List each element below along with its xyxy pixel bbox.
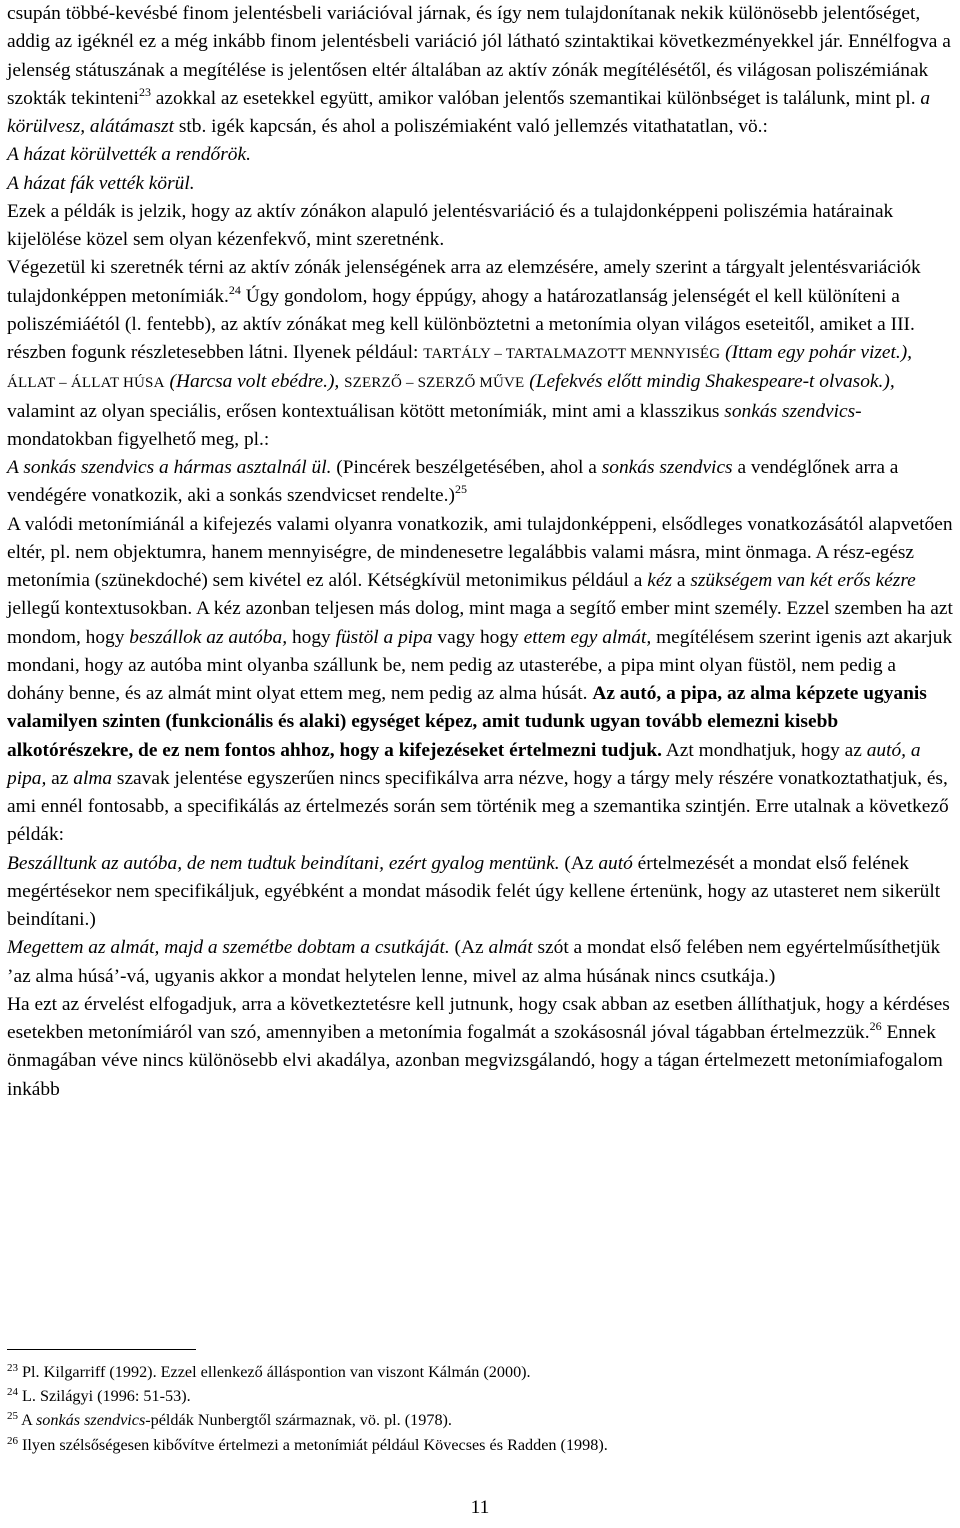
paragraph xyxy=(7,0,953,141)
paragraph-segment: a xyxy=(672,570,691,591)
paragraph-segment: csupán többé-kevésbé finom jelentésbeli variációval járnak, és így nem tulajdonítanak nekik különösebb jelentőséget, addig az igéknél ez a még inkább finom jelentésbeli variáció jól látható szintaktikai következményekkel jár. Ennélfogva a jelenség státuszának a megítélése is jelentősen eltér általában az aktív zónák megítélésétől, és világosan poliszémiának szokták tekinteni xyxy=(7,3,951,109)
footnote-ref: 24 xyxy=(228,282,241,297)
paragraph-segment: A házat körülvették a rendőrök. xyxy=(7,144,251,166)
footnote xyxy=(7,1433,953,1457)
paragraph-segment: jellegű kontextusokban. A kéz azonban teljesen más dolog, mint maga a segítő ember mint személy. Ezzel szemben ha azt mondom, hogy xyxy=(7,598,953,648)
paragraph-segment: füstöl a pipa xyxy=(335,626,433,648)
footnote-number: 24 xyxy=(7,1386,18,1399)
footnote xyxy=(7,1360,953,1384)
page-number: 11 xyxy=(470,1497,490,1518)
document-page xyxy=(7,0,953,1104)
paragraph xyxy=(7,141,953,169)
paragraph-segment: szót a mondat első felében nem egyértelműsíthetjük ’az alma húsá’-vá, ugyanis akkor a mondat helytelen lenne, mivel az alma húsának nincs csutkája.) xyxy=(7,937,941,987)
paragraph-segment: autó, a pipa, xyxy=(7,739,921,789)
footnote-number: 25 xyxy=(7,1410,18,1423)
paragraph-segment: Azt mondhatjuk, hogy az xyxy=(662,739,867,761)
paragraph-segment: ÁLLAT – ÁLLAT HÚSA xyxy=(7,375,165,392)
footnote-number: 26 xyxy=(7,1434,18,1447)
paragraph-segment: (Ittam egy pohár vizet.), xyxy=(720,342,913,363)
paragraph-segment: ettem egy almát, xyxy=(523,626,652,648)
paragraph-segment: kéz xyxy=(647,570,673,591)
paragraph-segment: (Lefekvés előtt mindig Shakespeare-t olvasok.), xyxy=(524,371,895,393)
paragraph-segment: megítélésem szerint igenis azt akarjuk mondani, hogy az autóba mint olyanba szállunk be, nem pedig az utasterébe, a pipa mint olyan füstöl, nem pedig a dohány benne, és az almát mint olyat ettem meg, nem pedig az alma húsát. xyxy=(7,626,953,704)
paragraph-segment: Végezetül ki szeretnék térni az aktív zónák jelenségének arra az elemzésére, amely szerint a tárgyalt jelentésvariációk tulajdonképpen metonímiák. xyxy=(7,257,921,307)
paragraph-segment: vagy hogy xyxy=(432,626,524,648)
paragraph-segment: Beszálltunk az autóba, de nem tudtuk beindítani, ezért gyalog mentünk. xyxy=(7,852,560,874)
paragraph-segment: (Az xyxy=(559,852,599,874)
paragraph-segment: stb. igék kapcsán, és ahol a poliszémiaként való jellemzés vitathatatlan, vö.: xyxy=(173,116,768,137)
footnote-segment: -példák Nunbergtől származnak, vö. pl. (1978). xyxy=(145,1411,452,1430)
paragraph-segment: TARTÁLY – TARTALMAZOTT MENNYISÉG xyxy=(423,346,721,362)
paragraph-segment: alma xyxy=(73,767,113,789)
footnote-segment: A xyxy=(18,1411,36,1430)
footnotes xyxy=(7,1360,953,1457)
paragraph xyxy=(7,934,953,991)
paragraph xyxy=(7,850,953,935)
paragraph xyxy=(7,511,953,850)
paragraph xyxy=(7,170,953,198)
paragraph xyxy=(7,454,953,511)
paragraph-segment: értelmezését a mondat első felének megértésekor nem specifikáljuk, egyébként a mondat második felét úgy kellene értenünk, hogy az utasteret nem sikerült beindítani.) xyxy=(7,852,941,930)
paragraph-segment: sonkás szendvics xyxy=(601,457,733,478)
paragraph-segment: beszállok az autóba, xyxy=(129,626,288,648)
paragraph-segment: szavak jelentése egyszerűen nincs specifikálva arra nézve, hogy a tárgy mely részére vonatkoztathatjuk, és, ami ennél fontosabb, a specifikálás az értelmezés során sem történik meg a szemantika szintjén. Erre utalnak a következő példák: xyxy=(7,767,949,846)
paragraph-segment: Ennek önmagában véve nincs különösebb elvi akadálya, azonban megvizsgálandó, hogy a tágan értelmezett metonímiafogalom inkább xyxy=(7,1022,943,1100)
paragraph-segment: azokkal az esetekkel együtt, amikor valóban jelentős szemantikai különbséget is találunk, mint pl. xyxy=(150,87,921,109)
footnote xyxy=(7,1384,953,1408)
footnote-ref: 26 xyxy=(869,1019,882,1033)
footnote-segment: Ilyen szélsőségesen kibővítve értelmezi a metonímiát például Kövecses és Radden (1998). xyxy=(18,1435,608,1454)
paragraph-segment: az xyxy=(46,767,74,789)
footnote xyxy=(7,1408,953,1432)
paragraph-segment: (Az xyxy=(449,937,489,959)
footnote-segment: sonkás szendvics xyxy=(36,1411,146,1430)
paragraph-segment: Megettem az almát, majd a szemétbe dobtam a csutkáját. xyxy=(7,937,450,959)
paragraph-segment: A házat fák vették körül. xyxy=(7,172,195,194)
paragraph xyxy=(7,991,953,1104)
paragraph-segment: a körülvesz, alátámaszt xyxy=(7,87,931,137)
paragraph-segment: Ezek a példák is jelzik, hogy az aktív zónákon alapuló jelentésvariáció és a tulajdonképpeni poliszémia határainak kijelölése közel sem olyan kézenfekvő, mint szeretnénk. xyxy=(7,200,894,250)
body-text xyxy=(7,0,953,1104)
paragraph-segment: Úgy gondolom, hogy éppúgy, ahogy a határozatlanság jelenségét el kell különíteni a poliszémiáétól (l. fentebb), az aktív zónákat meg kell különböztetni a metonímia olyan világos eseteitől, amiket a III. részben fogunk részletesebben látni. Ilyenek például: xyxy=(7,285,915,363)
footnote-separator xyxy=(7,1349,196,1350)
paragraph-segment: (Pincérek beszélgetésében, ahol a xyxy=(331,457,602,478)
paragraph-segment: hogy xyxy=(287,626,336,648)
paragraph xyxy=(7,254,953,454)
paragraph-segment: sonkás szendvics xyxy=(724,400,856,422)
paragraph-segment: A sonkás szendvics a hármas asztalnál ül. xyxy=(7,457,332,478)
paragraph-segment: szükségem van két erős kézre xyxy=(690,570,916,591)
paragraph-segment: almát xyxy=(488,937,533,959)
paragraph-segment: A valódi metonímiánál a kifejezés valami olyanra vonatkozik, ami tulajdonképpeni, elsődleges vonatkozásától alapvetően eltér, pl. nem objektumra, hanem mennyiségre, de mindenesetre legalábbis valami másra, mint önmaga. A rész-egész metonímia (szünekdoché) sem kivétel ez alól. Kétségkívül metonimikus például a xyxy=(7,513,953,591)
paragraph-segment: -mondatokban figyelhető meg, pl.: xyxy=(7,400,862,450)
footnote-number: 23 xyxy=(7,1362,18,1374)
footnote-segment: L. Szilágyi (1996: 51-53). xyxy=(18,1387,191,1406)
paragraph-segment: Az autó, a pipa, az alma képzete ugyanis valamilyen szinten (funkcionális és alaki) egységet képez, amit tudunk ugyan tovább elemezni kisebb alkotórészekre, de ez nem fontos ahhoz, hogy a kifejezéseket értelmezni tudjuk. xyxy=(7,683,927,761)
footnote-ref: 25 xyxy=(454,482,467,497)
footnote-segment: Pl. Kilgarriff (1992). Ezzel ellenkező álláspontion van viszont Kálmán (2000). xyxy=(18,1363,531,1381)
paragraph-segment: a vendéglőnek arra a vendégére vonatkozik, aki a sonkás szendvicset rendelte.) xyxy=(7,457,899,507)
paragraph-segment: SZERZŐ – SZERZŐ MŰVE xyxy=(344,375,525,392)
footnote-ref: 23 xyxy=(138,84,151,99)
paragraph-segment: (Harcsa volt ebédre.), xyxy=(164,371,340,393)
paragraph-segment: autó xyxy=(598,852,633,874)
paragraph-segment: Ha ezt az érvelést elfogadjuk, arra a következtetésre kell jutnunk, hogy csak abban az esetben állíthatjuk, hogy a kérdéses esetekben metonímiáról van szó, amennyiben a metonímia fogalmát a szokásosnál jóval tágabban értelmezzük. xyxy=(7,993,950,1043)
paragraph xyxy=(7,198,953,255)
paragraph-segment: valamint az olyan speciális, erősen kontextuálisan kötött metonímiák, mint ami a klasszikus xyxy=(7,400,725,422)
